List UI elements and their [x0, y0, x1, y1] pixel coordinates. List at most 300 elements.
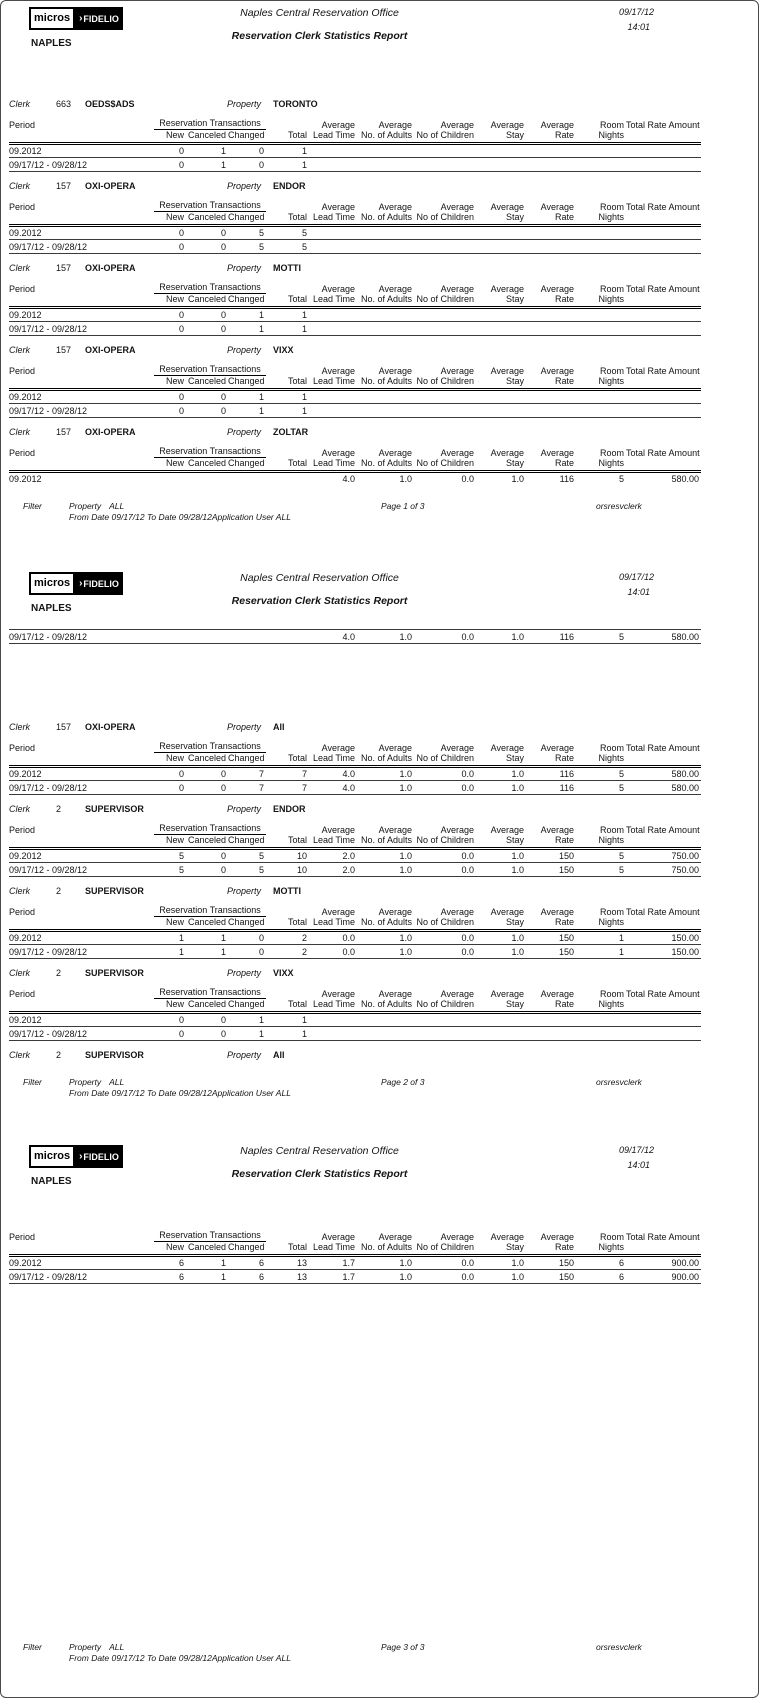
canceled-cell: 0 — [186, 322, 228, 336]
nights-cell — [576, 158, 626, 172]
property-name: TORONTO — [273, 99, 318, 109]
col-total: Total — [266, 294, 309, 308]
nights-cell: 1 — [576, 945, 626, 959]
canceled-cell: 0 — [186, 404, 228, 418]
col-average-2: Average — [378, 742, 413, 753]
nights-cell: 5 — [576, 781, 626, 795]
table-body — [9, 308, 701, 336]
rate-cell: 150 — [526, 849, 576, 863]
total-rate-cell: 580.00 — [626, 767, 701, 781]
period-cell: 09/17/12 - 09/28/12 — [9, 158, 154, 172]
logo-micros-text: micros — [29, 572, 75, 595]
header-row-1 — [9, 986, 701, 999]
col-lead-time: Lead Time — [309, 753, 357, 767]
col-average-1: Average — [321, 447, 356, 458]
new-cell: 0 — [154, 144, 186, 158]
page-number: Page 2 of 3 — [381, 1077, 425, 1087]
property-label: Property — [227, 968, 262, 978]
total-rate-cell: 150.00 — [626, 931, 701, 945]
col-average-5: Average — [540, 1231, 575, 1242]
lead-time-cell — [309, 1013, 357, 1027]
col-reservation-transactions: Reservation Transactions — [154, 199, 266, 212]
total-rate-cell — [626, 308, 701, 322]
clerk-number: 2 — [56, 968, 62, 978]
col-average-1: Average — [321, 365, 356, 376]
col-spacer — [626, 753, 701, 767]
period-cell: 09/17/12 - 09/28/12 — [9, 945, 154, 959]
adults-cell: 1.0 — [357, 1256, 414, 1270]
col-average-2: Average — [378, 447, 413, 458]
canceled-cell: 0 — [186, 308, 228, 322]
col-total: Total — [266, 130, 309, 144]
col-lead-time: Lead Time — [309, 999, 357, 1013]
table-header — [9, 822, 701, 849]
clerk-name: OXI-OPERA — [85, 427, 136, 437]
col-total: Total — [266, 212, 309, 226]
col-nights: Nights — [576, 212, 626, 226]
lead-time-cell — [309, 322, 357, 336]
col-average-3: Average — [440, 988, 475, 999]
statistics-table — [9, 117, 701, 172]
total-rate-cell: 900.00 — [626, 1256, 701, 1270]
nights-cell: 5 — [576, 767, 626, 781]
total-cell: 1 — [266, 322, 309, 336]
header-row-1 — [9, 363, 701, 376]
col-room: Room — [600, 906, 625, 917]
canceled-cell: 1 — [186, 945, 228, 959]
clerk-name: OXI-OPERA — [85, 345, 136, 355]
logo-micros-text: micros — [29, 7, 75, 30]
col-average-5: Average — [540, 906, 575, 917]
period-row — [9, 472, 701, 486]
rate-cell — [526, 404, 576, 418]
lead-time-cell — [309, 158, 357, 172]
total-rate-cell: 580.00 — [671, 474, 700, 485]
period-row — [9, 390, 701, 404]
col-new: New — [154, 212, 186, 226]
canceled-cell: 0 — [186, 863, 228, 877]
clerk-label: Clerk — [9, 722, 31, 732]
report-page — [1, 526, 758, 1099]
adults-cell — [357, 1027, 414, 1041]
new-cell: 0 — [154, 404, 186, 418]
col-average-1: Average — [321, 1231, 356, 1242]
rate-cell: 150 — [526, 863, 576, 877]
table-body — [9, 931, 701, 959]
col-stay: Stay — [476, 376, 526, 390]
period-row — [9, 863, 701, 877]
changed-cell: 1 — [228, 390, 266, 404]
period-row — [9, 158, 701, 172]
canceled-cell: 0 — [186, 781, 228, 795]
total-cell: 5 — [266, 240, 309, 254]
period-row — [9, 931, 701, 945]
col-period: Period — [9, 201, 36, 212]
col-lead-time: Lead Time — [309, 212, 357, 226]
col-spacer — [9, 1242, 154, 1256]
new-cell: 0 — [154, 240, 186, 254]
lead-time-cell: 2.0 — [309, 849, 357, 863]
total-rate-cell: 150.00 — [626, 945, 701, 959]
canceled-cell: 1 — [186, 1256, 228, 1270]
period-cell: 09.2012 — [9, 931, 154, 945]
logo-fidelio-text: FIDELIO — [83, 1151, 119, 1162]
total-cell: 1 — [266, 144, 309, 158]
col-changed: Changed — [228, 376, 266, 390]
col-average-4: Average — [490, 365, 525, 376]
filter-dates: From Date 09/17/12 To Date 09/28/12Application User ALL — [69, 512, 291, 522]
col-average-5: Average — [540, 119, 575, 130]
col-no-of-adults: No. of Adults — [357, 130, 414, 144]
stay-cell: 1.0 — [476, 849, 526, 863]
period-cell: 09/17/12 - 09/28/12 — [9, 1027, 154, 1041]
clerk-line — [9, 886, 701, 899]
nights-cell — [576, 390, 626, 404]
col-canceled: Canceled — [186, 458, 228, 472]
col-canceled: Canceled — [186, 212, 228, 226]
clerk-line — [9, 181, 701, 194]
children-cell — [414, 226, 476, 240]
col-total-rate-amount: Total Rate Amount — [626, 824, 700, 835]
total-rate-cell — [626, 1027, 701, 1041]
total-cell: 10 — [266, 863, 309, 877]
col-average-3: Average — [440, 1231, 475, 1242]
total-rate-cell: 750.00 — [626, 849, 701, 863]
adults-cell: 1.0 — [357, 849, 414, 863]
statistics-table — [9, 904, 701, 959]
canceled-cell: 1 — [186, 1270, 228, 1284]
period-cell: 09/17/12 - 09/28/12 — [9, 630, 154, 644]
rate-cell: 150 — [526, 945, 576, 959]
col-canceled: Canceled — [186, 999, 228, 1013]
col-spacer — [266, 199, 309, 212]
rate-cell — [526, 240, 576, 254]
col-stay: Stay — [476, 130, 526, 144]
clerk-label: Clerk — [9, 99, 31, 109]
children-cell: 0.0 — [414, 1270, 476, 1284]
stay-cell: 1.0 — [476, 863, 526, 877]
clerk-label: Clerk — [9, 427, 31, 437]
clerk-label: Clerk — [9, 181, 31, 191]
total-rate-cell — [626, 390, 701, 404]
logo-micros-text: micros — [29, 1145, 75, 1168]
col-no-of-adults: No. of Adults — [357, 458, 414, 472]
col-stay: Stay — [476, 1242, 526, 1256]
page-header — [9, 1145, 750, 1207]
property-label: Property — [227, 345, 262, 355]
col-total-rate-amount: Total Rate Amount — [626, 201, 700, 212]
col-average-3: Average — [440, 365, 475, 376]
clerk-property-block — [9, 1050, 701, 1063]
period-row — [9, 781, 701, 795]
col-total: Total — [266, 917, 309, 931]
table-header — [9, 117, 701, 144]
col-average-2: Average — [378, 906, 413, 917]
total-cell: 7 — [266, 781, 309, 795]
period-row — [9, 404, 701, 418]
header-row-2 — [9, 1242, 701, 1256]
statistics-table — [9, 740, 701, 795]
report-title: Reservation Clerk Statistics Report — [231, 595, 408, 607]
new-cell: 0 — [154, 390, 186, 404]
col-total: Total — [266, 376, 309, 390]
total-rate-cell: 900.00 — [626, 1270, 701, 1284]
children-cell: 0.0 — [414, 781, 476, 795]
header-row-2 — [9, 376, 701, 390]
report-time: 14:01 — [627, 1160, 650, 1170]
stay-cell: 1.0 — [476, 781, 526, 795]
clerk-line — [9, 427, 701, 440]
clerk-number: 2 — [56, 1050, 62, 1060]
report-user: orsresvclerk — [596, 1077, 642, 1087]
clerk-name: OEDS$ADS — [85, 99, 135, 109]
children-cell — [414, 1013, 476, 1027]
date-area — [619, 572, 654, 597]
col-average-3: Average — [440, 201, 475, 212]
lead-time-cell: 4.0 — [342, 474, 356, 485]
clerk-property-block — [9, 629, 701, 644]
col-no-of-children: No of Children — [414, 458, 476, 472]
new-cell: 0 — [154, 767, 186, 781]
nights-cell: 5 — [576, 863, 626, 877]
lead-time-cell — [309, 404, 357, 418]
col-spacer — [626, 835, 701, 849]
report-date: 09/17/12 — [618, 572, 654, 582]
filter-label: Filter — [23, 1077, 42, 1087]
stay-cell: 1.0 — [476, 1256, 526, 1270]
col-average-4: Average — [490, 824, 525, 835]
col-no-of-children: No of Children — [414, 294, 476, 308]
col-room: Room — [600, 283, 625, 294]
col-room: Room — [600, 447, 625, 458]
rate-cell: 116 — [559, 474, 575, 485]
rate-cell: 116 — [526, 630, 576, 644]
footer-line-1 — [9, 1077, 750, 1087]
col-rate: Rate — [526, 376, 576, 390]
changed-cell: 1 — [228, 322, 266, 336]
stay-cell: 1.0 — [476, 767, 526, 781]
clerk-number: 157 — [56, 181, 72, 191]
total-cell: 1 — [266, 308, 309, 322]
period-row — [9, 308, 701, 322]
col-average-2: Average — [378, 119, 413, 130]
col-average-5: Average — [540, 447, 575, 458]
nights-cell: 6 — [576, 1270, 626, 1284]
col-lead-time: Lead Time — [309, 294, 357, 308]
children-cell — [414, 390, 476, 404]
total-cell: 2 — [266, 945, 309, 959]
col-room: Room — [600, 119, 625, 130]
col-spacer — [9, 999, 154, 1013]
col-canceled: Canceled — [186, 1242, 228, 1256]
changed-cell: 5 — [228, 226, 266, 240]
property-name: VIXX — [273, 968, 294, 978]
office-title: Naples Central Reservation Office — [240, 572, 399, 584]
period-cell: 09.2012 — [9, 767, 154, 781]
report-time: 14:01 — [627, 587, 650, 597]
stay-cell: 1.0 — [476, 931, 526, 945]
col-no-of-children: No of Children — [414, 753, 476, 767]
new-cell: 6 — [154, 1270, 186, 1284]
changed-cell: 1 — [228, 1013, 266, 1027]
col-total-rate-amount: Total Rate Amount — [626, 447, 700, 458]
col-changed: Changed — [228, 1242, 266, 1256]
col-spacer — [626, 1242, 701, 1256]
new-cell: 0 — [154, 322, 186, 336]
table-body — [9, 144, 701, 172]
total-cell: 13 — [266, 1256, 309, 1270]
col-average-2: Average — [378, 988, 413, 999]
header-row-1 — [9, 281, 701, 294]
new-cell: 0 — [154, 1013, 186, 1027]
col-spacer — [626, 458, 701, 472]
footer-line-1 — [9, 1642, 750, 1652]
col-stay: Stay — [476, 917, 526, 931]
col-average-4: Average — [490, 283, 525, 294]
col-period: Period — [9, 447, 36, 458]
col-average-2: Average — [378, 283, 413, 294]
children-cell — [414, 308, 476, 322]
col-total-rate-amount: Total Rate Amount — [626, 742, 700, 753]
col-average-3: Average — [440, 283, 475, 294]
period-cell: 09.2012 — [9, 1256, 154, 1270]
table-body — [9, 1256, 701, 1284]
children-cell: 0.0 — [414, 945, 476, 959]
col-changed: Changed — [228, 130, 266, 144]
header-row-1 — [9, 904, 701, 917]
total-rate-cell: 580.00 — [626, 781, 701, 795]
lead-time-cell: 0.0 — [309, 945, 357, 959]
col-no-of-adults: No. of Adults — [357, 835, 414, 849]
col-no-of-adults: No. of Adults — [357, 212, 414, 226]
adults-cell: 1.0 — [399, 474, 413, 485]
total-rate-cell — [626, 144, 701, 158]
children-cell — [414, 322, 476, 336]
lead-time-cell: 1.7 — [309, 1270, 357, 1284]
logo-arrow-icon: › — [79, 1151, 83, 1162]
table-body — [9, 390, 701, 418]
col-lead-time: Lead Time — [309, 835, 357, 849]
logo-arrow-icon: › — [79, 578, 83, 589]
col-average-4: Average — [490, 906, 525, 917]
report-date: 09/17/12 — [618, 7, 654, 17]
changed-cell: 5 — [228, 863, 266, 877]
new-cell: 5 — [154, 849, 186, 863]
table-header — [9, 1229, 701, 1256]
new-cell: 0 — [154, 226, 186, 240]
adults-cell: 1.0 — [357, 1270, 414, 1284]
period-cell: 09.2012 — [9, 390, 154, 404]
statistics-table — [9, 445, 701, 486]
col-reservation-transactions: Reservation Transactions — [154, 822, 266, 835]
clerk-name: OXI-OPERA — [85, 722, 136, 732]
col-changed: Changed — [228, 835, 266, 849]
children-cell: 0.0 — [414, 630, 476, 644]
col-average-1: Average — [321, 824, 356, 835]
clerk-label: Clerk — [9, 886, 31, 896]
nights-cell — [576, 144, 626, 158]
nights-cell — [576, 1013, 626, 1027]
table-header — [9, 986, 701, 1013]
header-row-2 — [9, 999, 701, 1013]
clerk-name: SUPERVISOR — [85, 804, 144, 814]
header-row-1 — [9, 740, 701, 753]
clerk-label: Clerk — [9, 263, 31, 273]
page-footer — [9, 1077, 750, 1098]
col-spacer — [626, 294, 701, 308]
col-rate: Rate — [526, 999, 576, 1013]
clerk-property-block — [9, 345, 701, 418]
col-average-2: Average — [378, 824, 413, 835]
header-row-2 — [9, 835, 701, 849]
col-period: Period — [9, 365, 36, 376]
col-reservation-transactions: Reservation Transactions — [154, 445, 266, 458]
col-spacer — [626, 130, 701, 144]
new-cell — [154, 630, 186, 644]
adults-cell — [357, 404, 414, 418]
header-row-1 — [9, 822, 701, 835]
col-rate: Rate — [526, 835, 576, 849]
property-name: All — [273, 722, 285, 732]
changed-cell: 5 — [228, 240, 266, 254]
report-page — [1, 1, 758, 526]
rate-cell: 116 — [526, 781, 576, 795]
property-name: All — [273, 1050, 285, 1060]
nights-cell — [576, 1027, 626, 1041]
stay-cell — [476, 158, 526, 172]
col-nights: Nights — [576, 376, 626, 390]
col-canceled: Canceled — [186, 294, 228, 308]
property-label: Property — [227, 804, 262, 814]
col-average-5: Average — [540, 283, 575, 294]
col-average-3: Average — [440, 906, 475, 917]
header-row-2 — [9, 753, 701, 767]
table-header — [9, 445, 701, 472]
changed-cell: 0 — [228, 144, 266, 158]
col-new: New — [154, 999, 186, 1013]
col-stay: Stay — [476, 753, 526, 767]
rate-cell — [526, 1027, 576, 1041]
canceled-cell: 0 — [186, 1013, 228, 1027]
col-total-rate-amount: Total Rate Amount — [626, 906, 700, 917]
col-changed: Changed — [228, 294, 266, 308]
col-total: Total — [266, 1242, 309, 1256]
col-lead-time: Lead Time — [309, 458, 357, 472]
clerk-property-block — [9, 263, 701, 336]
changed-cell: 1 — [228, 404, 266, 418]
col-spacer — [9, 376, 154, 390]
col-nights: Nights — [576, 294, 626, 308]
stay-cell: 1.0 — [476, 945, 526, 959]
col-spacer — [9, 753, 154, 767]
clerk-name: OXI-OPERA — [85, 263, 136, 273]
clerk-label: Clerk — [9, 968, 31, 978]
col-average-1: Average — [321, 283, 356, 294]
col-average-1: Average — [321, 201, 356, 212]
col-average-3: Average — [440, 119, 475, 130]
table-body — [9, 767, 701, 795]
col-no-of-adults: No. of Adults — [357, 1242, 414, 1256]
col-rate: Rate — [526, 130, 576, 144]
table-header — [9, 281, 701, 308]
page-footer — [9, 501, 750, 522]
nights-cell: 5 — [576, 630, 626, 644]
col-nights: Nights — [576, 1242, 626, 1256]
clerk-label: Clerk — [9, 804, 31, 814]
col-stay: Stay — [476, 835, 526, 849]
changed-cell: 0 — [228, 931, 266, 945]
col-rate: Rate — [526, 294, 576, 308]
